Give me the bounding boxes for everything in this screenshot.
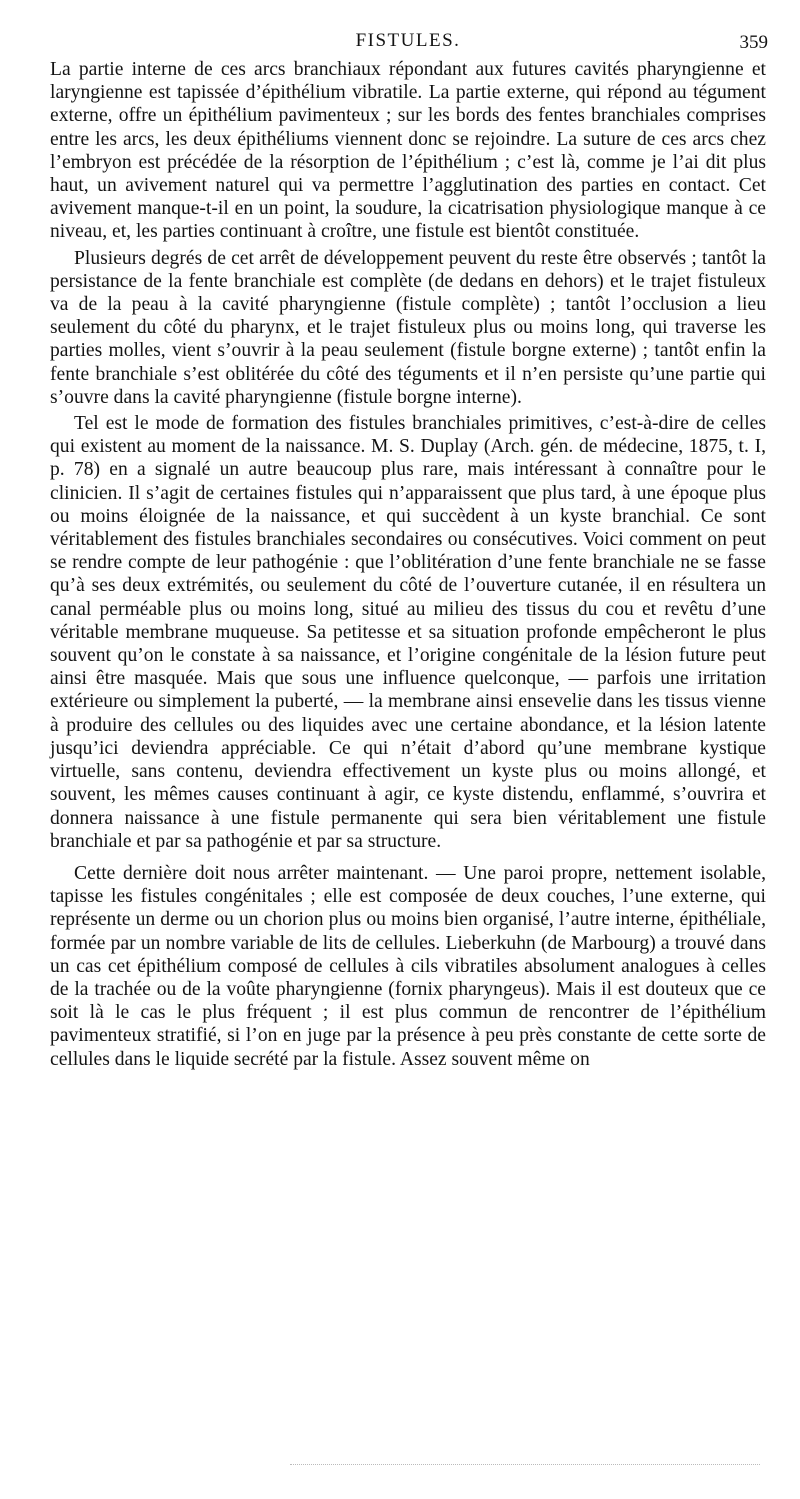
paragraph-paroi-propre: Cette dernière doit nous arrêter maintenant. — Une paroi propre, nettement isolable, tapisse les fistules congénitales ; elle est composée de deux couches, l’une externe, qui représente un derme ou un chorion plus ou moins bien organisé, l’autre interne, épithéliale, formée par un nombre variable de lits de cellules. Lieberkuhn (de Marbourg) a trouvé dans un cas cet épithélium composé de cellules à cils vibratiles absolument analogues à celles de la trachée ou de la voûte pharyngienne (fornix pharyngeus). Mais il est douteux que ce soit là le cas le plus fréquent ; il est plus commun de rencontrer de l’épithélium pavimenteux stratifié, si l’on en juge par la présence à peu près constante de cette sorte de cellules dans le liquide secrété par la fistule. Assez souvent même on [50, 862, 766, 1070]
body-text [50, 58, 766, 1071]
page-number: 359 [739, 32, 768, 53]
paragraph-mode-formation: Tel est le mode de formation des fistules branchiales primitives, c’est-à-dire de celles qui existent au moment de la naissance. M. S. Duplay (Arch. gén. de médecine, 1875, t. I, p. 78) en a signalé un autre beaucoup plus rare, mais intéressant à connaître pour le clinicien. Il s’agit de certaines fistules qui n’apparaissent que plus tard, à une époque plus ou moins éloignée de la naissance, et qui succèdent à un kyste branchial. Ce sont véritablement des fistules branchiales secondaires ou consécutives. Voici comment on peut se rendre compte de leur pathogénie : que l’oblitération d’une fente branchiale ne se fasse qu’à ses deux extrémités, ou seulement du côté de l’ouverture cutanée, il en résultera un canal perméable plus ou moins long, situé au milieu des tissus du cou et revêtu d’une véritable membrane muqueuse. Sa petitesse et sa situation profonde empêcheront le plus souvent qu’on le constate à sa naissance, et l’origine congénitale de la lésion future peut ainsi être masquée. Mais que sous une influence quelconque, — parfois une irritation extérieure ou simplement la puberté, — la membrane ainsi ensevelie dans les tissus vienne à produire des cellules ou des liquides avec une certaine abondance, et la lésion latente jusqu’ici deviendra appréciable. Ce qui n’était d’abord qu’une membrane kystique virtuelle, sans contenu, deviendra effectivement un kyste plus ou moins allongé, et souvent, les mêmes causes continuant à agir, ce kyste distendu, enflammé, s’ouvrira et donnera naissance à une fistule permanente qui sera bien véritablement une fistule branchiale et par sa pathogénie et par sa structure. [50, 413, 766, 852]
paragraph-degres-arret: Plusieurs degrés de cet arrêt de développement peuvent du reste être observés ; tantôt la persistance de la fente branchiale est complète (de dedans en dehors) et le trajet fistuleux va de la peau à la cavité pharyngienne (fistule complète) ; tantôt l’occlusion a lieu seulement du côté du pharynx, et le trajet fistuleux plus ou moins long, qui traverse les parties molles, vient s’ouvrir à la peau seulement (fistule borgne externe) ; tantôt enfin la fente branchiale s’est oblitérée du côté des téguments et il n’en persiste qu’une partie qui s’ouvre dans la cavité pharyngienne (fistule borgne interne). [50, 247, 766, 408]
running-title: FISTULES. [355, 30, 461, 51]
running-head [48, 28, 768, 58]
paragraph-arcs-branchiaux: La partie interne de ces arcs branchiaux répondant aux futures cavités pharyngienne et laryngienne est tapissée d’épithélium vibratile. La partie externe, qui répond au tégument externe, offre un épithélium pavimenteux ; sur les bords des fentes branchiales comprises entre les arcs, les deux épithéliums viennent donc se rejoindre. La suture de ces arcs chez l’embryon est précédée de la résorption de l’épithélium ; c’est là, comme je l’ai dit plus haut, un avivement naturel qui va permettre l’agglutination des parties en contact. Cet avivement manque-t-il en un point, la soudure, la cicatrisation physiologique manque à ce niveau, et, les parties continuant à croître, une fistule est bientôt constituée. [50, 59, 766, 243]
footer-divider [290, 1464, 760, 1465]
